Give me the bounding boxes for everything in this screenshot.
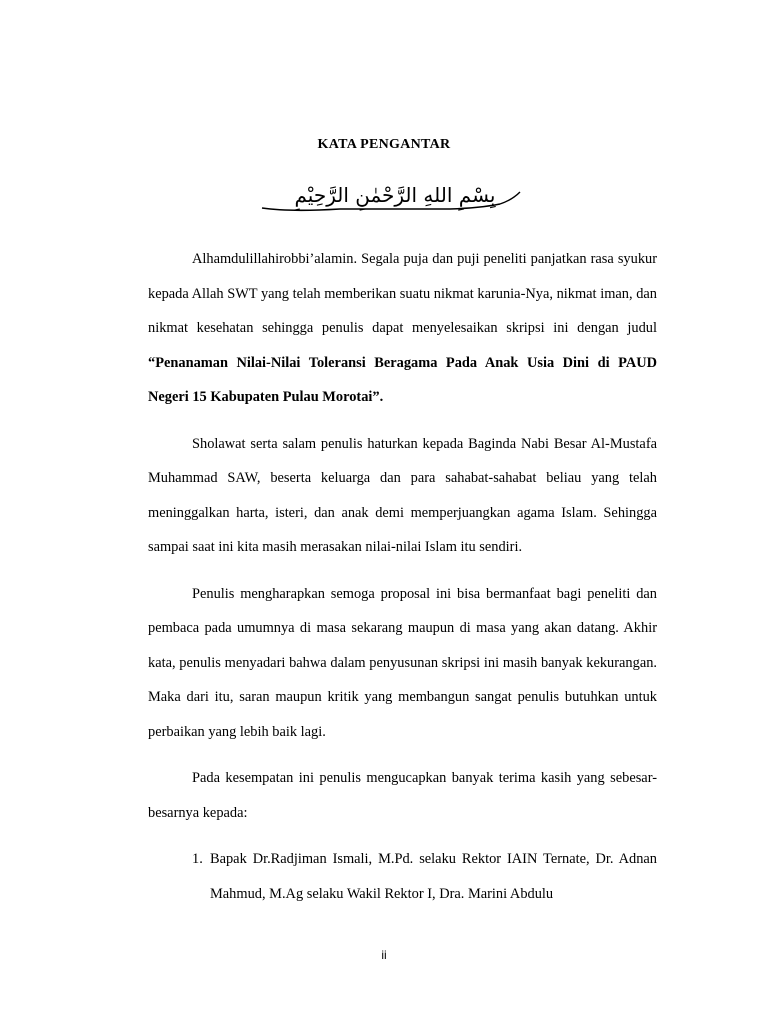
paragraph-text: Pada kesempatan ini penulis mengucapkan banyak terima kasih yang sebesar-besarnya kepada: xyxy=(148,770,657,821)
paragraph-text: Alhamdulillahirobbi’alamin. Segala puja dan puji peneliti panjatkan rasa syukur kepada Allah SWT yang telah memberikan suatu nikmat karunia-Nya, nikmat iman, dan nikmat kesehatan sehingga penulis dapat menyelesaikan skripsi ini dengan judul xyxy=(148,251,657,336)
paragraph-sholawat xyxy=(148,427,657,565)
paragraph-hope xyxy=(148,577,657,750)
page-title: KATA PENGANTAR xyxy=(317,137,451,152)
page-number: ii xyxy=(381,948,387,962)
bismillah-text: بِسْمِ اللهِ الرَّحْمٰنِ الرَّحِيْمِ xyxy=(294,183,496,207)
list-text: Bapak Dr.Radjiman Ismali, M.Pd. selaku Rektor IAIN Ternate, Dr. Adnan Mahmud, M.Ag selaku Wakil Rektor I, Dra. Marini Abdulu xyxy=(210,851,657,902)
paragraph-text: Sholawat serta salam penulis haturkan kepada Baginda Nabi Besar Al-Mustafa Muhammad SAW, beserta keluarga dan para sahabat-sahabat beliau yang telah meninggalkan harta, isteri, dan anak demi memperjuangkan agama Islam. Sehingga sampai saat ini kita masih merasakan nilai-nilai Islam itu sendiri. xyxy=(148,435,657,555)
paragraph-opening xyxy=(148,242,657,415)
bismillah-calligraphy xyxy=(250,178,540,222)
body-text xyxy=(148,242,657,911)
paragraph-text: Penulis mengharapkan semoga proposal ini bisa bermanfaat bagi peneliti dan pembaca pada umumnya di masa sekarang maupun di masa yang akan datang. Akhir kata, penulis menyadari bahwa dalam penyusunan skripsi ini masih banyak kekurangan. Maka dari itu, saran maupun kritik yang membangun sangat penulis butuhkan untuk perbaikan yang lebih baik lagi. xyxy=(148,585,657,740)
list-item xyxy=(192,842,657,911)
paragraph-thanks xyxy=(148,761,657,830)
list-number: 1. xyxy=(192,851,203,867)
thesis-title: “Penanaman Nilai-Nilai Toleransi Beragama Pada Anak Usia Dini di PAUD Negeri 15 Kabupaten Pulau Morotai”. xyxy=(148,354,657,405)
